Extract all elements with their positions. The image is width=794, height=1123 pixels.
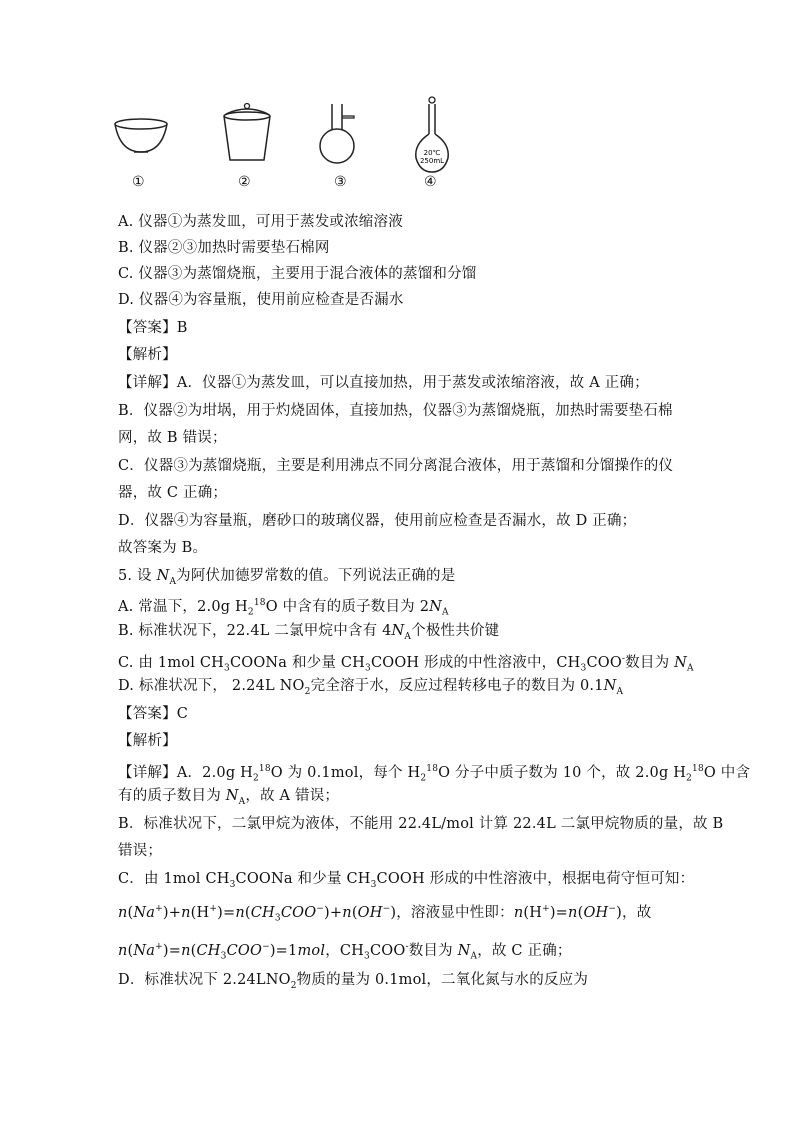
q4-detail-d: D．仪器④为容量瓶，磨砂口的玻璃仪器，使用前应检查是否漏水，故 D 正确； [118, 513, 637, 529]
apparatus-figures [112, 96, 452, 198]
q4-option-c: C. 仪器③为蒸馏烧瓶，主要用于混合液体的蒸馏和分馏 [118, 266, 477, 282]
q5-option-b: B. 标准状况下，22.4L 二氯甲烷中含有 $4N_A$个极性共价键 [118, 623, 500, 642]
volumetric-flask-figure [412, 96, 452, 176]
q5-stem-post: 为阿伏加德罗常数的值。下列说法正确的是 [176, 568, 456, 584]
q4-detail-b2: 网，故 B 错误； [118, 430, 227, 446]
q5-analysis-heading: 【解析】 [118, 733, 177, 749]
q5-detail-a1: 【详解】A．2.0g $H_2^{18}O$ 为 0.1mol，每个 $H_2^{18}O$ 分子中质子数为 10 个，故 2.0g $H_2^{18}O$ 中含 [118, 764, 751, 784]
figure-label-3: ③ [334, 174, 347, 190]
q5-detail-c2: $n(Na^+)+n(H^+)=n(CH_3COO^-)+n(OH^-)$，溶液显中性即：n(H+)=n(OH−)，故 [118, 904, 652, 924]
q4-detail-a-text: A．仪器①为蒸发皿，可以直接加热，用于蒸发或浓缩溶液，故 A 正确； [176, 375, 649, 391]
figure-label-2: ② [238, 174, 251, 190]
q4-detail-c2: 器，故 C 正确； [118, 485, 228, 501]
q5-detail-d: D．标准状况下 $2.24LNO_2$物质的量为 0.1mol，二氧化氮与水的反应为 [118, 972, 589, 991]
q4-option-b: B. 仪器②③加热时需要垫石棉网 [118, 240, 330, 256]
q5-option-d: D. 标准状况下， 2.24L $NO_2$完全溶于水，反应过程转移电子的数目为 $0.1N_A$ [118, 678, 624, 697]
q5-detail-a2: 有的质子数目为 $N_A$，故 A 错误； [118, 788, 340, 807]
avogadro-sub: A [169, 576, 177, 587]
q4-conclusion: 故答案为 B。 [118, 540, 208, 556]
q5-detail-c3: $n(Na^+)=n(CH_3COO^-)=1mol$，$CH_3COO^-$数目为 $N_A$，故 C 正确； [118, 942, 572, 962]
figure-label-1: ① [132, 174, 145, 190]
q5-stem [118, 566, 455, 592]
avogadro-symbol: N [156, 568, 170, 584]
evaporating-dish-figure [112, 118, 170, 158]
q5-detail-c1: C．由 1mol $CH_3COONa$ 和少量 $CH_3COOH$ 形成的中性溶液中，根据电荷守恒可知： [118, 871, 695, 890]
q5-detail-b2: 错误； [118, 843, 163, 859]
q4-detail-a [118, 373, 649, 393]
q5-option-a: A. 常温下，2.0g $H_2^{18}O$ 中含有的质子数目为 $2N_A$ [118, 598, 449, 618]
q4-option-a: A. 仪器①为蒸发皿，可用于蒸发或浓缩溶液 [118, 214, 403, 230]
figure-label-4: ④ [424, 174, 437, 190]
flask-mark-volume: 250mL [419, 157, 445, 165]
crucible-figure [218, 102, 276, 164]
q4-detail-c1: C．仪器③为蒸馏烧瓶，主要是利用沸点不同分离混合液体，用于蒸馏和分馏操作的仪 [118, 458, 674, 474]
q4-answer: 【答案】B [118, 320, 188, 336]
q4-analysis-heading: 【解析】 [118, 347, 177, 363]
flask-mark-temp: 20℃ [423, 149, 441, 157]
q5-option-c: C. 由 1mol $CH_3COONa$ 和少量 $CH_3COOH$ 形成的中性溶液中，$CH_3COO^-$数目为 $N_A$ [118, 654, 694, 674]
q4-option-d: D. 仪器④为容量瓶，使用前应检查是否漏水 [118, 292, 404, 308]
q5-detail-b1: B．标准状况下，二氯甲烷为液体，不能用 22.4L/mol 计算 22.4L 二氯甲烷物质的量，故 B [118, 816, 724, 832]
q5-answer: 【答案】C [118, 706, 189, 722]
q5-detail-tag: 【详解】 [118, 764, 177, 781]
q4-detail-tag: 【详解】 [118, 375, 177, 391]
q5-stem-pre: 5. 设 [118, 568, 157, 584]
distilling-flask-figure [318, 104, 364, 166]
q4-detail-b1: B．仪器②为坩埚，用于灼烧固体，直接加热，仪器③为蒸馏烧瓶，加热时需要垫石棉 [118, 403, 673, 419]
